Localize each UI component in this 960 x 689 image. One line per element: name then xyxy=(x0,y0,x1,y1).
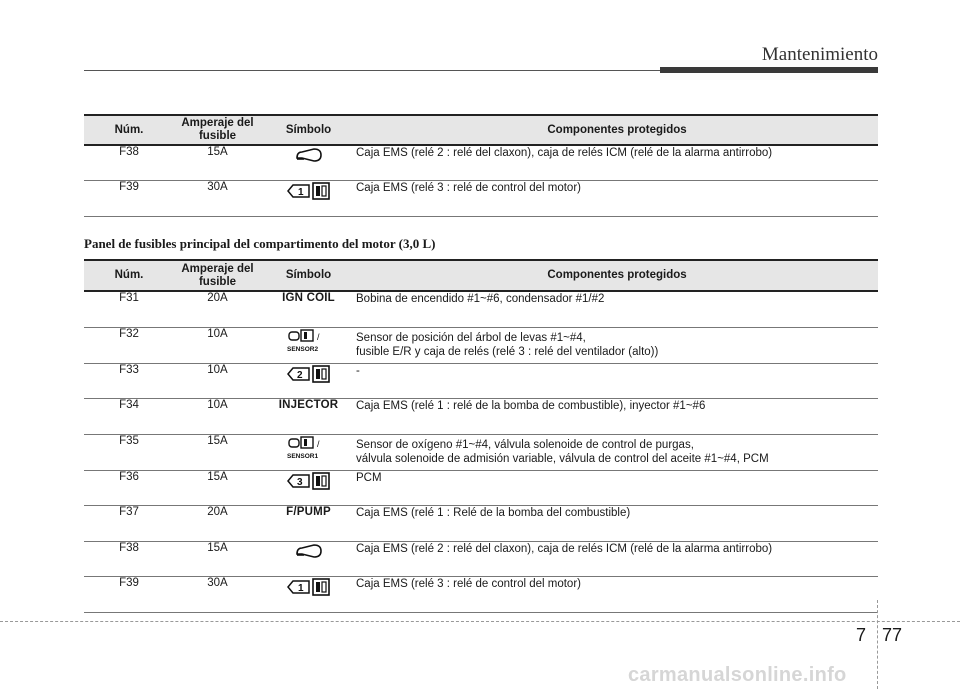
fuse-amperage: 15A xyxy=(174,434,261,470)
header-rule xyxy=(84,70,660,71)
fuse-symbol xyxy=(261,180,356,216)
fuse-number: F38 xyxy=(84,145,174,180)
fuse-amperage: 10A xyxy=(174,363,261,398)
col-header-amp: Amperaje del fusible xyxy=(174,260,261,291)
sensor2-icon xyxy=(281,328,337,354)
col-header-num: Núm. xyxy=(84,260,174,291)
fuse-number: F39 xyxy=(84,180,174,216)
fuse-symbol xyxy=(261,541,356,576)
fuse-components: Caja EMS (relé 1 : Relé de la bomba del combustible) xyxy=(356,505,878,541)
header-rule-accent xyxy=(660,67,878,73)
fuse-components: Caja EMS (relé 3 : relé de control del motor) xyxy=(356,576,878,612)
page-number: 77 xyxy=(882,625,903,645)
table-header-row xyxy=(84,115,878,145)
svg-text:3: 3 xyxy=(296,476,303,488)
fuse-components: Sensor de posición del árbol de levas #1~#4, fusible E/R y caja de relés (relé 3 : relé del ventilador (alto)) xyxy=(356,327,878,363)
table-row xyxy=(84,145,878,180)
fuse-table-main xyxy=(84,259,878,613)
fuse-symbol xyxy=(261,327,356,363)
fuse-symbol xyxy=(261,434,356,470)
table-row xyxy=(84,470,878,505)
table-row xyxy=(84,327,878,363)
fuse-amperage: 15A xyxy=(174,470,261,505)
relay-box-1-icon xyxy=(285,181,333,201)
table-row xyxy=(84,180,878,216)
fuse-components: Caja EMS (relé 3 : relé de control del motor) xyxy=(356,180,878,216)
fuse-number: F33 xyxy=(84,363,174,398)
table-row xyxy=(84,541,878,576)
fuse-amperage: 20A xyxy=(174,291,261,327)
col-header-components: Componentes protegidos xyxy=(356,260,878,291)
fuse-symbol xyxy=(261,363,356,398)
page-header-title: Mantenimiento xyxy=(761,44,878,65)
footer-rule xyxy=(0,621,960,622)
col-header-symbol: Símbolo xyxy=(261,260,356,291)
fuse-amperage: 30A xyxy=(174,180,261,216)
fuse-components: Caja EMS (relé 1 : relé de la bomba de combustible), inyector #1~#6 xyxy=(356,398,878,434)
sensor1-icon xyxy=(281,435,337,461)
fuse-symbol xyxy=(261,398,356,434)
horn-icon xyxy=(294,542,324,560)
svg-text:2: 2 xyxy=(296,369,303,381)
table-row xyxy=(84,505,878,541)
fuse-number: F32 xyxy=(84,327,174,363)
fuse-amperage: 10A xyxy=(174,398,261,434)
fuse-number: F38 xyxy=(84,541,174,576)
footer-divider xyxy=(877,600,878,689)
watermark: carmanualsonline.info xyxy=(628,664,847,686)
fuse-components: - xyxy=(356,363,878,398)
fuse-components: Caja EMS (relé 2 : relé del claxon), caja de relés ICM (relé de la alarma antirrobo) xyxy=(356,145,878,180)
fuse-symbol xyxy=(261,470,356,505)
fuse-number: F37 xyxy=(84,505,174,541)
fuse-number: F36 xyxy=(84,470,174,505)
fuse-components: Bobina de encendido #1~#6, condensador #1/#2 xyxy=(356,291,878,327)
svg-text:/: / xyxy=(316,438,320,449)
svg-text:1: 1 xyxy=(297,582,304,594)
symbol-label: F/PUMP xyxy=(286,505,331,518)
fuse-amperage: 30A xyxy=(174,576,261,612)
col-header-symbol: Símbolo xyxy=(261,115,356,145)
fuse-components: PCM xyxy=(356,470,878,505)
col-header-num: Núm. xyxy=(84,115,174,145)
fuse-symbol xyxy=(261,505,356,541)
table-row xyxy=(84,576,878,612)
chapter-number: 7 xyxy=(856,625,867,645)
col-header-amp: Amperaje del fusible xyxy=(174,115,261,145)
table-row xyxy=(84,434,878,470)
relay-box-1-icon xyxy=(285,577,333,597)
fuse-symbol xyxy=(261,576,356,612)
horn-icon xyxy=(294,146,324,164)
table-header-row xyxy=(84,260,878,291)
symbol-label: INJECTOR xyxy=(278,398,339,411)
fuse-number: F31 xyxy=(84,291,174,327)
relay-box-3-icon xyxy=(285,471,333,491)
fuse-symbol xyxy=(261,291,356,327)
col-header-components: Componentes protegidos xyxy=(356,115,878,145)
fuse-components: Caja EMS (relé 2 : relé del claxon), caja de relés ICM (relé de la alarma antirrobo) xyxy=(356,541,878,576)
table-row xyxy=(84,291,878,327)
fuse-components: Sensor de oxígeno #1~#4, válvula solenoide de control de purgas, válvula solenoide de admisión variable, válvula de control del aceite #1~#4, PCM xyxy=(356,434,878,470)
svg-text:SENSOR1: SENSOR1 xyxy=(286,452,318,460)
fuse-amperage: 20A xyxy=(174,505,261,541)
fuse-number: F35 xyxy=(84,434,174,470)
symbol-label: IGN COIL xyxy=(282,292,335,304)
fuse-amperage: 15A xyxy=(174,145,261,180)
fuse-amperage: 15A xyxy=(174,541,261,576)
fuse-number: F39 xyxy=(84,576,174,612)
svg-text:SENSOR2: SENSOR2 xyxy=(286,345,318,353)
fuse-table-top xyxy=(84,114,878,217)
svg-text:/: / xyxy=(316,331,320,342)
relay-box-2-icon xyxy=(285,364,333,384)
fuse-number: F34 xyxy=(84,398,174,434)
table-row xyxy=(84,398,878,434)
svg-text:1: 1 xyxy=(297,186,304,198)
fuse-amperage: 10A xyxy=(174,327,261,363)
fuse-symbol xyxy=(261,145,356,180)
section-title: Panel de fusibles principal del compartimento del motor (3,0 L) xyxy=(84,236,436,251)
table-row xyxy=(84,363,878,398)
